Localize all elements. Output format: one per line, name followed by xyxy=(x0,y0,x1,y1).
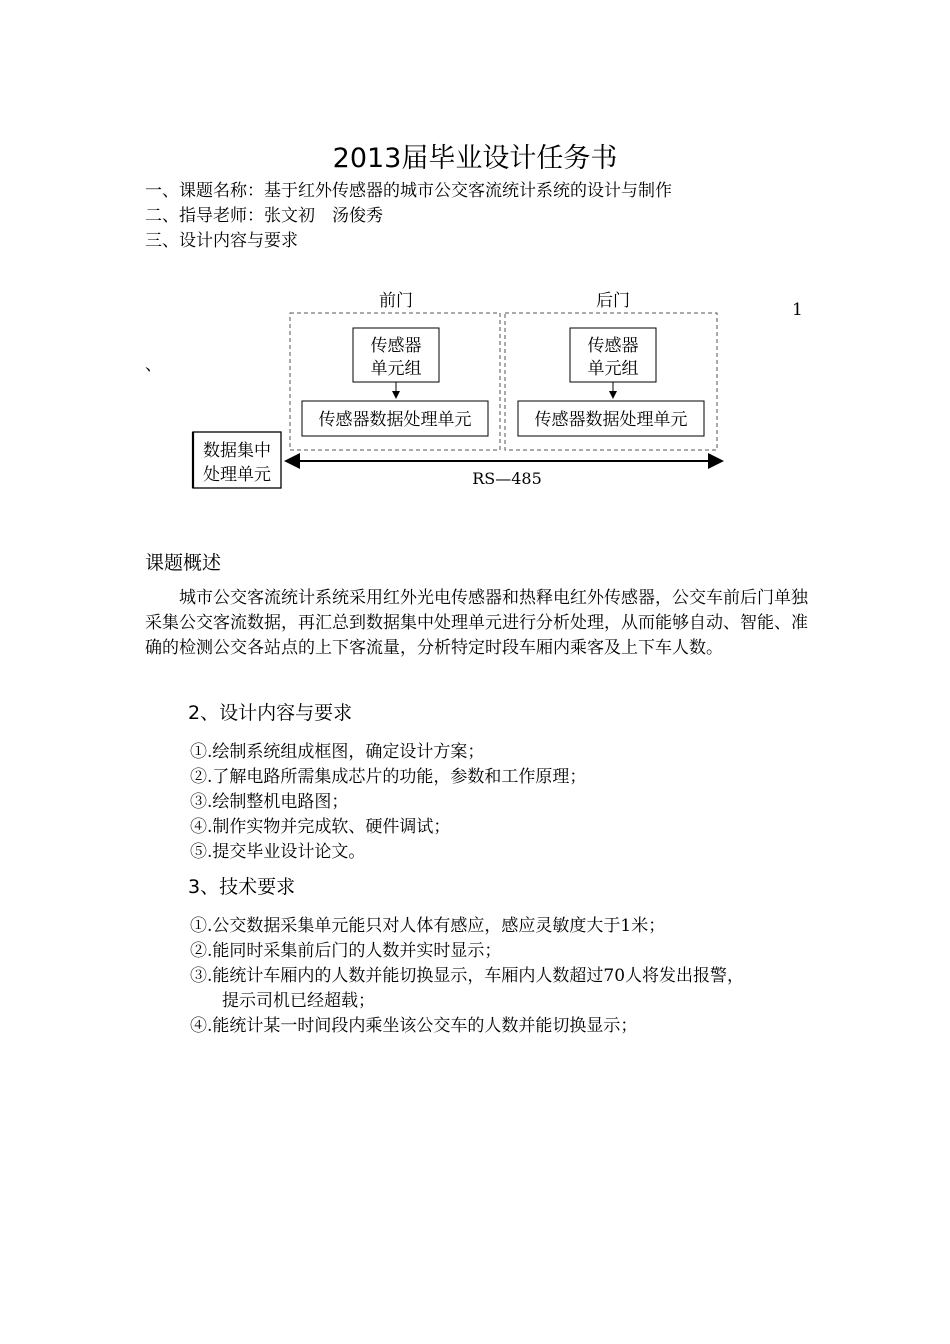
section2-heading: 2、设计内容与要求 xyxy=(188,702,353,724)
section2-item-3: ③.绘制整机电路图； xyxy=(190,792,349,812)
section2-item-4: ④.制作实物并完成软、硬件调试； xyxy=(190,817,451,837)
section3-item-4: ④.能统计某一时间段内乘坐该公交车的人数并能切换显示； xyxy=(190,1016,638,1036)
section2-item-5: ⑤.提交毕业设计论文。 xyxy=(190,842,366,862)
topic-name-line: 一、课题名称：基于红外传感器的城市公交客流统计系统的设计与制作 xyxy=(145,181,672,201)
section3-item-2: ②.能同时采集前后门的人数并实时显示； xyxy=(190,941,502,961)
central-processing-l1: 数据集中 xyxy=(203,441,271,461)
section2-item-1: ①.绘制系统组成框图，确定设计方案； xyxy=(190,742,485,762)
section3-item-1: ①.公交数据采集单元能只对人体有感应，感应灵敏度大于1米； xyxy=(190,916,666,936)
front-processing-label: 传感器数据处理单元 xyxy=(318,410,472,430)
section3-heading: 3、技术要求 xyxy=(188,876,296,898)
rear-door-label: 后门 xyxy=(596,291,630,311)
rear-sensor-group-l1: 传感器 xyxy=(587,336,639,356)
front-sensor-group-l1: 传感器 xyxy=(370,336,422,356)
rs485-label: RS—485 xyxy=(472,469,542,488)
front-sensor-group-l2: 单元组 xyxy=(370,359,422,379)
central-processing-l2: 处理单元 xyxy=(203,465,271,485)
overview-heading: 课题概述 xyxy=(145,552,222,574)
item-number: 1 xyxy=(792,300,803,320)
rear-sensor-group-l2: 单元组 xyxy=(587,359,639,379)
section3-item-3: ③.能统计车厢内的人数并能切换显示，车厢内人数超过70人将发出报警， xyxy=(190,966,745,986)
design-content-line: 三、设计内容与要求 xyxy=(145,231,298,251)
item-mark: 、 xyxy=(145,355,162,375)
document-title: 2013届毕业设计任务书 xyxy=(332,143,618,174)
section3-item-3-cont: 提示司机已经超载； xyxy=(222,991,375,1011)
advisor-line: 二、指导老师：张文初 汤俊秀 xyxy=(145,206,383,226)
overview-paragraph: 城市公交客流统计系统采用红外光电传感器和热释电红外传感器，公交车前后门单独采集公交客流数据，再汇总到数据集中处理单元进行分析处理，从而能够自动、智能、准确的检测公交各站点的上下客流量，分析特定时段车厢内乘客及上下车人数。 xyxy=(145,588,808,658)
section2-item-2: ②.了解电路所需集成芯片的功能，参数和工作原理； xyxy=(190,767,587,787)
rear-processing-label: 传感器数据处理单元 xyxy=(534,410,688,430)
system-block-diagram xyxy=(185,280,745,510)
front-door-label: 前门 xyxy=(379,291,413,311)
